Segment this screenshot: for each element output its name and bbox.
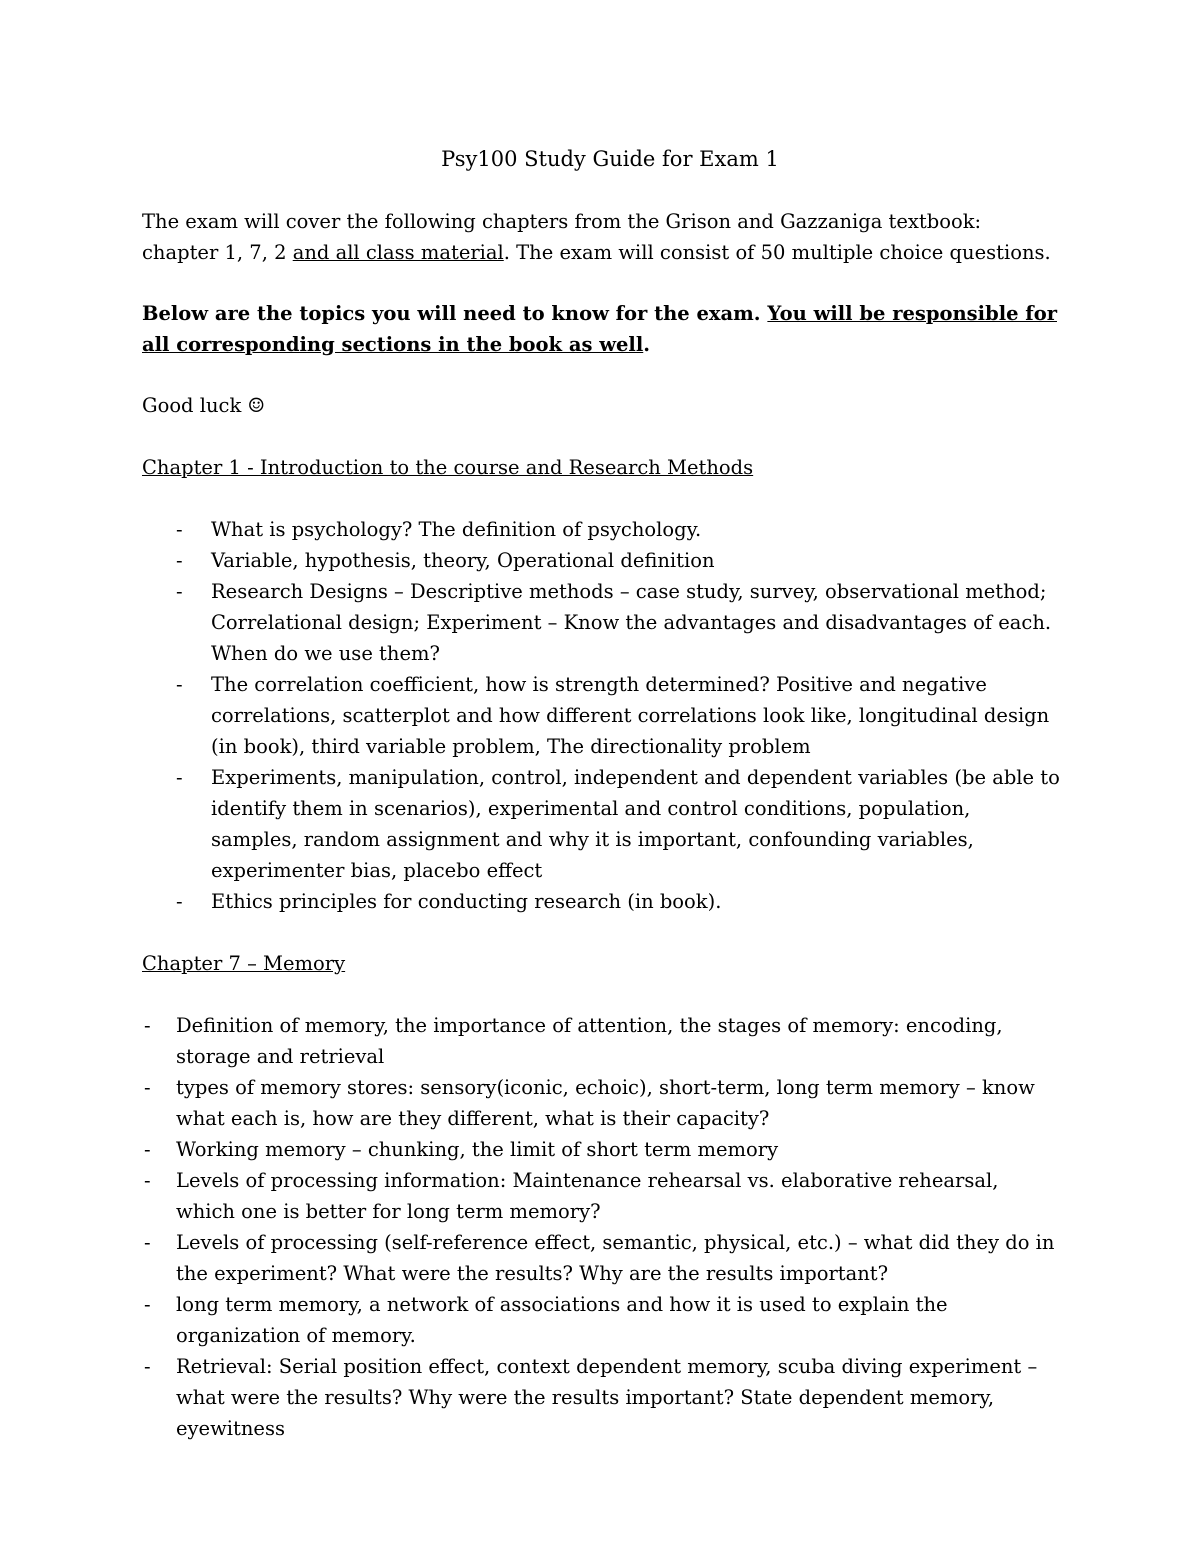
- list-item: [142, 762, 1062, 886]
- dash-marker: -: [144, 1138, 151, 1161]
- list-item-text: Retrieval: Serial position effect, context dependent memory, scuba diving experiment – what were the results? Why were the results important? State dependent memory, eyewitness: [176, 1355, 1038, 1440]
- list-item: [142, 1289, 1062, 1351]
- dash-marker: -: [176, 549, 183, 572]
- chapter7-topic-list: [142, 1010, 1062, 1444]
- list-item: [142, 1010, 1062, 1072]
- list-item: [142, 514, 1062, 545]
- topics-note-text: Below are the topics you will need to know for the exam.: [142, 302, 768, 325]
- list-item: [142, 1227, 1062, 1289]
- list-item: [142, 669, 1062, 762]
- list-item-text: Definition of memory, the importance of attention, the stages of memory: encoding, storage and retrieval: [176, 1014, 1003, 1068]
- dash-marker: -: [176, 580, 183, 603]
- list-item-text: long term memory, a network of associations and how it is used to explain the organization of memory.: [176, 1293, 948, 1347]
- list-item-text: Levels of processing information: Maintenance rehearsal vs. elaborative rehearsal, which one is better for long term memory?: [176, 1169, 999, 1223]
- topics-note: [142, 298, 1062, 360]
- list-item-text: Experiments, manipulation, control, independent and dependent variables (be able to identify them in scenarios), experimental and control conditions, population, samples, random assignment and why it is important, confounding variables, experimenter bias, placebo effect: [211, 766, 1060, 882]
- dash-marker: -: [144, 1293, 151, 1316]
- chapter7-heading: Chapter 7 – Memory: [142, 952, 346, 975]
- good-luck-text: Good luck ☺: [142, 394, 265, 417]
- list-item: [142, 545, 1062, 576]
- list-item-text: Levels of processing (self-reference effect, semantic, physical, etc.) – what did they do in the experiment? What were the results? Why are the results important?: [176, 1231, 1055, 1285]
- list-item: [142, 886, 1062, 917]
- document-content: [142, 142, 1062, 1444]
- page-title: Psy100 Study Guide for Exam 1: [441, 147, 779, 171]
- dash-marker: -: [144, 1014, 151, 1037]
- dash-marker: -: [176, 673, 183, 696]
- topics-note-end: .: [643, 333, 651, 356]
- list-item-text: Variable, hypothesis, theory, Operational definition: [211, 549, 715, 572]
- list-item: [142, 1351, 1062, 1444]
- list-item-text: What is psychology? The definition of psychology.: [211, 518, 702, 541]
- list-item: [142, 1165, 1062, 1227]
- dash-marker: -: [176, 766, 183, 789]
- intro-paragraph: [142, 206, 1062, 268]
- dash-marker: -: [176, 518, 183, 541]
- chapter1-heading: Chapter 1 - Introduction to the course and Research Methods: [142, 456, 754, 479]
- dash-marker: -: [144, 1355, 151, 1378]
- list-item: [142, 1072, 1062, 1134]
- list-item-text: Research Designs – Descriptive methods – case study, survey, observational method; Correlational design; Experiment – Know the advantages and disadvantages of each. When do we use them?: [211, 580, 1052, 665]
- intro-underlined-text: and all class material: [292, 241, 504, 264]
- list-item: [142, 576, 1062, 669]
- chapter1-section: [142, 514, 1062, 917]
- list-item: [142, 1134, 1062, 1165]
- list-item-text: Working memory – chunking, the limit of short term memory: [176, 1138, 779, 1161]
- dash-marker: -: [144, 1076, 151, 1099]
- list-item-text: Ethics principles for conducting research (in book).: [211, 890, 722, 913]
- topics-note-underlined: You will be responsible for all corresponding sections in the book as well: [142, 302, 1057, 356]
- dash-marker: -: [176, 890, 183, 913]
- list-item-text: The correlation coefficient, how is strength determined? Positive and negative correlations, scatterplot and how different correlations look like, longitudinal design (in book), third variable problem, The directionality problem: [211, 673, 1050, 758]
- chapter1-topic-list: [142, 514, 1062, 917]
- list-item-text: types of memory stores: sensory(iconic, echoic), short-term, long term memory – know what each is, how are they different, what is their capacity?: [176, 1076, 1035, 1130]
- intro-text: The exam will cover the following chapters from the Grison and Gazzaniga textbook: chapter 1, 7, 2: [142, 210, 982, 264]
- dash-marker: -: [144, 1169, 151, 1192]
- dash-marker: -: [144, 1231, 151, 1254]
- intro-text-end: . The exam will consist of 50 multiple choice questions.: [503, 241, 1051, 264]
